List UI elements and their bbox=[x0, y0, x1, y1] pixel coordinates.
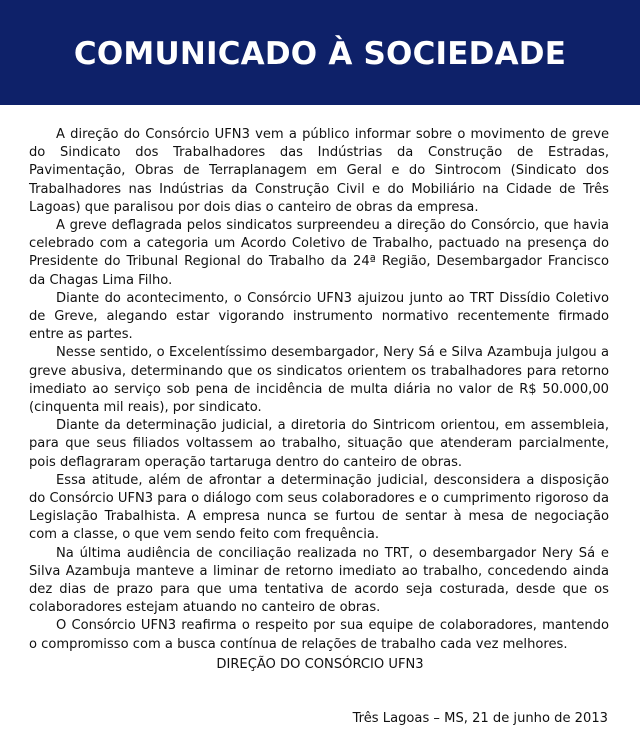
communique-body bbox=[29, 126, 609, 654]
paragraph-5: Diante da determinação judicial, a diretoria do Sintricom orientou, em assembleia, para que seus filiados voltassem ao trabalho, situação que atenderam parcialmente, pois deflagraram operação tartaruga dentro do canteiro de obras. bbox=[29, 418, 609, 470]
paragraph-3: Diante do acontecimento, o Consórcio UFN3 ajuizou junto ao TRT Dissídio Coletivo de Greve, alegando estar vigorando instrumento normativo recentemente firmado entre as partes. bbox=[29, 290, 609, 343]
date-line: Três Lagoas – MS, 21 de junho de 2013 bbox=[352, 711, 608, 726]
header-banner bbox=[0, 0, 640, 105]
paragraph-4: Nesse sentido, o Excelentíssimo desembargador, Nery Sá e Silva Azambuja julgou a greve abusiva, determinando que os sindicatos orientem os trabalhadores para retorno imediato ao serviço sob pena de incidência de multa diária no valor de R$ 50.000,00 (cinquenta mil reais), por sindicato. bbox=[29, 345, 609, 416]
paragraph-7: Na última audiência de conciliação realizada no TRT, o desembargador Nery Sá e Silva Azambuja manteve a liminar de retorno imediato ao trabalho, concedendo ainda dez dias de prazo para que uma tentativa de acordo seja costurada, desde que os colaboradores estejam atuando no canteiro de obras. bbox=[29, 545, 609, 616]
paragraph-8: O Consórcio UFN3 reafirma o respeito por sua equipe de colaboradores, mantendo o compromisso com a busca contínua de relações de trabalho cada vez melhores. bbox=[29, 618, 609, 652]
paragraph-6: Essa atitude, além de afrontar a determinação judicial, desconsidera a disposição do Consórcio UFN3 para o diálogo com seus colaboradores e o cumprimento rigoroso da Legislação Trabalhista. A empresa nunca se furtou de sentar à mesa de negociação com a classe, o que vem sendo feito com frequência. bbox=[29, 472, 609, 543]
page-title: COMUNICADO À SOCIEDADE bbox=[73, 35, 567, 72]
paragraph-1: A direção do Consórcio UFN3 vem a público informar sobre o movimento de greve do Sindicato dos Trabalhadores das Indústrias da Construção de Estradas, Pavimentação, Obras de Terraplanagem em Geral e do Sintrocom (Sindicato dos Trabalhadores nas Indústrias da Construção Civil e do Mobiliário na Cidade de Três Lagoas) que paralisou por dois dias o canteiro de obras da empresa. bbox=[29, 127, 609, 215]
paragraph-2: A greve deflagrada pelos sindicatos surpreendeu a direção do Consórcio, que havia celebrado com a categoria um Acordo Coletivo de Trabalho, pactuado na presença do Presidente do Tribunal Regional do Trabalho da 24ª Região, Desembargador Francisco da Chagas Lima Filho. bbox=[29, 218, 609, 288]
signature-line: DIREÇÃO DO CONSÓRCIO UFN3 bbox=[216, 657, 424, 672]
